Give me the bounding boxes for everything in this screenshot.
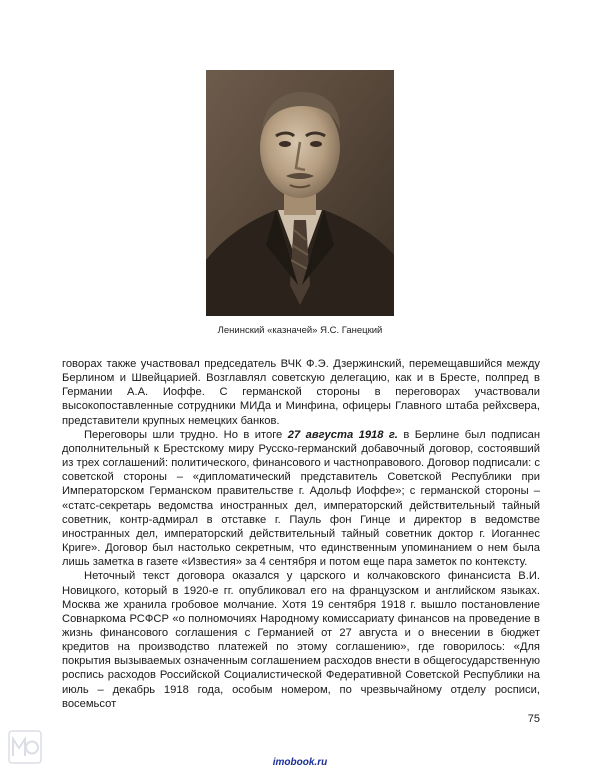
paragraph-2-lead: Переговоры шли трудно. Но в итоге [84,428,288,441]
article-body [62,357,540,711]
paragraph-2 [62,428,540,570]
portrait-drawing [206,70,394,316]
photo-caption: Ленинский «казначей» Я.С. Ганецкий [217,325,383,336]
paragraph-3: Неточный текст договора оказался у царского и колчаковского финансиста В.И. Новицкого, который в 1920-е гг. опубликовал его на французском и английском языках. Москва же хранила гробовое молчание. Хотя 19 сентября 1918 г. вышло постановление Совнаркома РСФСР «о полномочиях Народному комиссариату финансов на проведение в жизнь финансового соглашения с Германией от 27 августа и о внесении в бюджет кредитов на производство платежей по этому соглашению», где говорилось: «Для покрытия вызываемых означенным соглашением расходов внести в общегосударственную роспись расходов Российской Социалистической Федеративной Советской Республики на июль – декабрь 1918 года, особым номером, по чрезвычайному отделу росписи, восемьсот [62,570,540,710]
treaty-date: 27 августа 1918 г. [287,428,398,441]
paragraph-2-rest: в Берлине был подписан дополнительный к Брестскому миру Русско-германский добавочный договор, состоявший из трех соглашений: политического, финансового и частноправового. Договор подписали: с советской стороны – «дипломатический представитель Советской Республики при Императорском Германском правительстве г. Адольф Иоффе»; с германской стороны – «статс-секретарь ведомства иностранных дел, императорский действительный тайный советник, контр-адмирал в отставке г. Пауль фон Гинце и директор в ведомстве иностранных дел, императорский действительный тайный советник доктор г. Иоганнес Криге». Договор был настолько секретным, что единственным упоминанием о нем была лишь заметка в газете «Известия» за 4 сентября и потом еще пара заметок по контексту. [62,428,541,569]
portrait-photo [206,70,394,316]
page-number: 75 [527,713,540,725]
site-link[interactable]: imobook.ru [272,757,328,768]
paragraph-1: говорах также участвовал председатель ВЧК Ф.Э. Дзержинский, перемещавшийся между Берлином и Швейцарией. Возглавлял советскую делегацию, как и в Бресте, полпред в Германии А.А. Иоффе. С германской стороны в переговорах участвовали высокопоставленные сотрудники МИДа и Минфина, офицеры Главного штаба рейхсвера, представители крупных немецких банков. [62,358,540,427]
